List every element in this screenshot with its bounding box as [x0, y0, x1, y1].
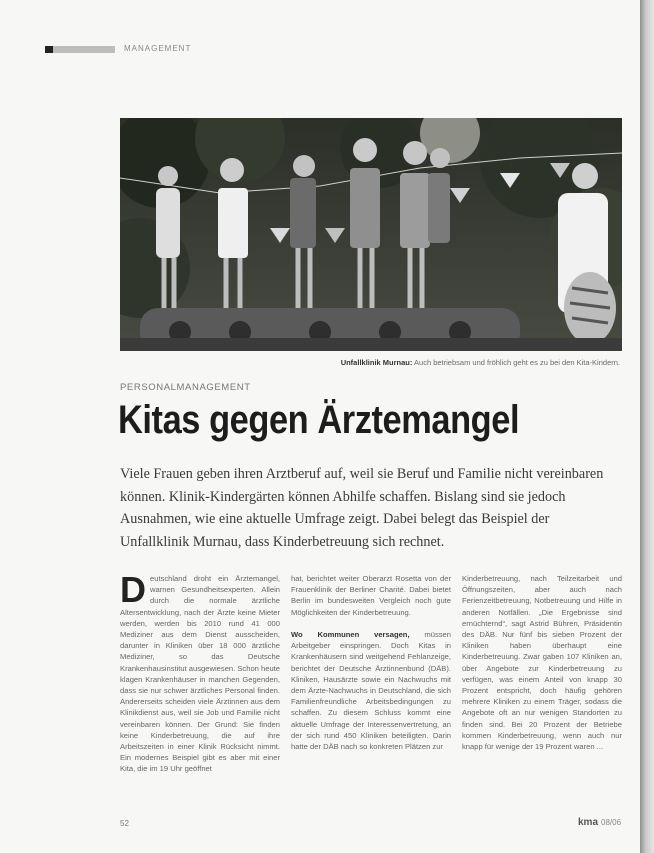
- headline: Kitas gegen Ärztemangel: [118, 398, 520, 442]
- column-2-text-b: müssen Arbeitgeber einspringen. Doch Kitas in Krankenhäusern sind weitgehend Fehlanzeige, berichtet der Deutsche Ärztinnenbund (DÄB). Kliniken, Hausärzte sowie ein Nachwuchs mit dem Ärzte-Nachwuchs in Deutschland, die sich Familienfreundliche Arbeitsbedingungen zu schaffen. Zu diesem Schluss kommt eine aktuelle Umfrage der Interessenvertretung, an der sich rund 450 Kliniken beteiligten. Darin hatte der DÄB nach so konkreten Plätzen zur: [291, 630, 451, 752]
- caption-bold: Unfallklinik Murnau:: [340, 358, 413, 367]
- article-column-1: [120, 573, 280, 825]
- column-1-text: eutschland droht ein Ärztemangel, warnen Gesundheitsexperten. Allein durch die normale ärztliche Altersentwicklung, nach der Ärzte keine Mieter werden, werden bis 2010 rund 41 000 Mediziner aus dem Dienst ausscheiden, darunter in Kliniken über 18 000 ärztliche Mediziner, so das Deutsche Krankenhausinstitut ausgewiesen. Schon heute klagen Krankenhäuser in manchen Gegenden, dass sie nur schwer ärztliches Personal finden. Andererseits scheiden viele Ärztinnen aus dem Klinikdienst aus, weil sie Job und Familie nicht vereinbaren können. Der Grund: Sie finden keine Kinderbetreuung, die auf ihre Arbeitszeiten in einer Klinik Rücksicht nimmt. Ein modernes Beispiel gibt es aber mit einer Kita, die im 19 Uhr geöffnet: [120, 574, 280, 774]
- page-number: 52: [120, 819, 129, 828]
- kita-photo: [120, 118, 622, 351]
- section-marker-bar: [45, 46, 115, 53]
- kicker: PERSONALMANAGEMENT: [120, 382, 251, 393]
- column-2-text: hat, berichtet weiter Oberarzt Rosetta von der Frauenklinik der Berliner Charité. Dabei bietet Berlin im bundesweiten Vergleich noch gute Möglichkeiten der Kinderbetreuung.: [291, 574, 451, 617]
- footer-brand: [578, 817, 621, 828]
- caption-text: Auch betriebsam und fröhlich geht es zu bei den Kita-Kindern.: [414, 358, 620, 367]
- lead-paragraph: Viele Frauen geben ihren Arztberuf auf, weil sie Beruf und Familie nicht vereinbaren können. Klinik-Kindergärten können Abhilfe schaffen. Bislang sind sie jedoch Ausnahmen, wie eine aktuelle Umfrage zeigt. Dabei belegt das Beispiel der Unfallklinik Murnau, dass Kinderbetreuung sich rechnet.: [120, 466, 604, 550]
- photo-caption: [120, 358, 620, 367]
- section-tag: MANAGEMENT: [124, 44, 192, 53]
- dropcap: D: [120, 573, 146, 610]
- article-columns: [120, 573, 622, 825]
- brand-logo: kma: [578, 817, 599, 828]
- article-column-2: [291, 573, 451, 825]
- column-3-text: Kinderbetreuung, nach Teilzeitarbeit und Öffnungszeiten, aber auch nach Ferienzeitbetreuung, Notbetreuung und Hilfe in anderen Notfällen. „Die Ergebnisse sind ernüchternd“, sagt Astrid Bühren, Präsidentin des DÄB. Nur fünf bis sieben Prozent der Kliniken haben überhaupt eine Kinderbetreuung. Zwar gaben 107 Kliniken an, über Angebote zur Kinderbetreuung zu verfügen, was einem Anteil von knapp 30 Prozent entspricht, doch häufig gehören mehrere Kliniken zu einem Träger, sodass die Angebote oft an nur wenigen Standorten zu finden sind. Bei 20 Prozent der Betriebe kommen Kinderbetreuung, wenn auch nur knapp für wenige der 19 Prozent waren ...: [462, 574, 622, 752]
- page-spine: [640, 0, 654, 853]
- article-column-3: [462, 573, 622, 825]
- column-2-subhead: Wo Kommunen versagen,: [291, 630, 410, 640]
- issue-number: 08/06: [601, 818, 622, 827]
- kita-photo-image: [120, 118, 622, 351]
